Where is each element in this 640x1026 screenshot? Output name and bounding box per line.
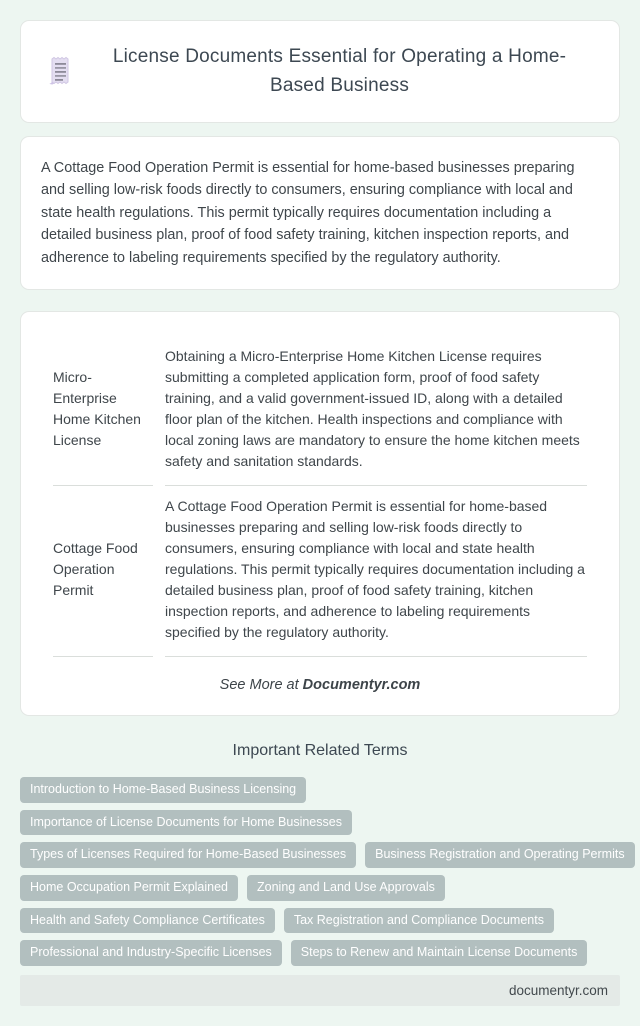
related-term-tag[interactable]: Professional and Industry-Specific Licenses [20,940,282,966]
footer-site-label: documentyr.com [508,982,608,998]
related-term-tag[interactable]: Introduction to Home-Based Business Licensing [20,777,306,803]
license-description: Obtaining a Micro-Enterprise Home Kitchen License requires submitting a completed application form, proof of food safety training, and a valid government-issued ID, along with a detailed floor plan of the kitchen. Health inspections and compliance with local zoning laws are mandatory to ensure the home kitchen meets safety and sanitation standards. [165,336,587,486]
related-term-tag[interactable]: Zoning and Land Use Approvals [247,875,445,901]
tag-row [20,810,620,836]
license-table [41,336,599,657]
related-term-tag[interactable]: Types of Licenses Required for Home-Based Businesses [20,842,356,868]
intro-text: A Cottage Food Operation Permit is essential for home-based businesses preparing and selling low-risk foods directly to consumers, ensuring compliance with local and state health regulations. This permit typically requires documentation including a detailed business plan, proof of food safety training, kitchen inspection reports, and adherence to labeling requirements specified by the regulatory authority. [41,159,575,266]
tag-row [20,940,620,966]
related-term-tag[interactable]: Importance of License Documents for Home Businesses [20,810,352,836]
tag-row [20,842,625,868]
related-term-tag[interactable]: Steps to Renew and Maintain License Documents [291,940,588,966]
related-term-tag[interactable]: Business Registration and Operating Permits [365,842,634,868]
receipt-icon [47,56,74,87]
table-row [53,336,587,486]
license-description: A Cottage Food Operation Permit is essential for home-based businesses preparing and selling low-risk foods directly to consumers, ensuring compliance with local and state health regulations. This permit typically requires documentation including a detailed business plan, proof of food safety training, kitchen inspection reports, and adherence to labeling requirements specified by the regulatory authority. [165,486,587,657]
tag-row [20,875,620,901]
license-term: Micro-Enterprise Home Kitchen License [53,336,153,486]
see-more-prefix: See More at [219,677,303,694]
table-row [53,486,587,657]
footer-bar [20,975,620,1006]
tag-row [20,777,620,803]
see-more-site: Documentyr.com [302,677,421,694]
license-term: Cottage Food Operation Permit [53,486,153,657]
header-card [20,20,620,123]
page-title: License Documents Essential for Operating a Home-Based Business [112,46,567,97]
intro-card [20,136,620,290]
related-term-tag[interactable]: Tax Registration and Compliance Documents [284,908,554,934]
related-term-tag[interactable]: Health and Safety Compliance Certificates [20,908,275,934]
tag-row [20,908,620,934]
related-terms-heading: Important Related Terms [232,742,408,760]
related-terms-list [20,777,625,966]
see-more-note [41,677,599,693]
related-term-tag[interactable]: Home Occupation Permit Explained [20,875,238,901]
license-table-card [20,311,620,716]
